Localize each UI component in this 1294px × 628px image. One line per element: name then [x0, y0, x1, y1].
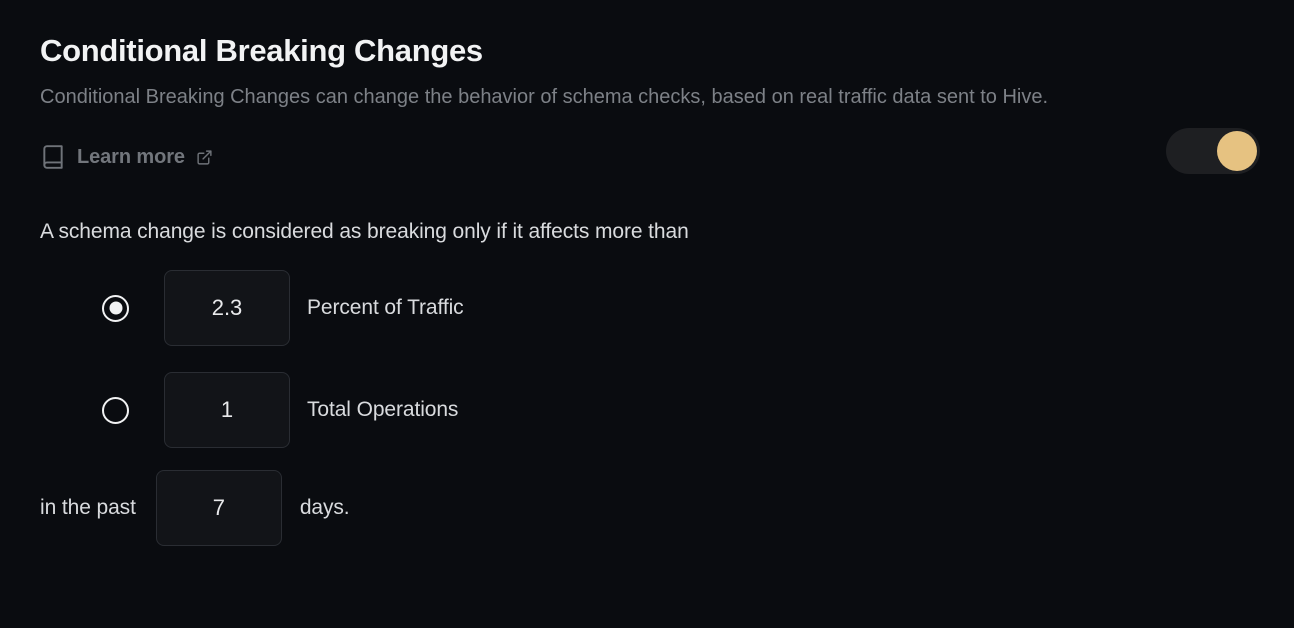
external-link-icon[interactable]	[196, 149, 213, 166]
learn-more-link[interactable]: Learn more	[77, 145, 185, 168]
option-row-operations	[40, 372, 1254, 448]
toggle-knob	[1217, 131, 1257, 171]
condition-intro-text: A schema change is considered as breaking only if it affects more than	[40, 220, 689, 244]
total-operations-input[interactable]	[164, 372, 290, 448]
radio-percent-of-traffic[interactable]	[102, 295, 129, 322]
period-days-input[interactable]	[156, 470, 282, 546]
period-prefix-label: in the past	[40, 496, 136, 520]
percent-of-traffic-label: Percent of Traffic	[307, 296, 464, 320]
option-row-percentage	[40, 270, 1254, 346]
page-title: Conditional Breaking Changes	[40, 33, 483, 68]
percent-of-traffic-input[interactable]	[164, 270, 290, 346]
radio-total-operations[interactable]	[102, 397, 129, 424]
period-row	[40, 470, 1254, 546]
total-operations-label: Total Operations	[307, 398, 459, 422]
conditional-breaking-changes-toggle[interactable]	[1166, 128, 1260, 174]
learn-more-row	[40, 144, 1254, 170]
period-suffix-label: days.	[299, 496, 350, 520]
book-icon	[40, 144, 66, 170]
section-description: Conditional Breaking Changes can change the behavior of schema checks, based on real traffic data sent to Hive.	[40, 86, 1049, 109]
